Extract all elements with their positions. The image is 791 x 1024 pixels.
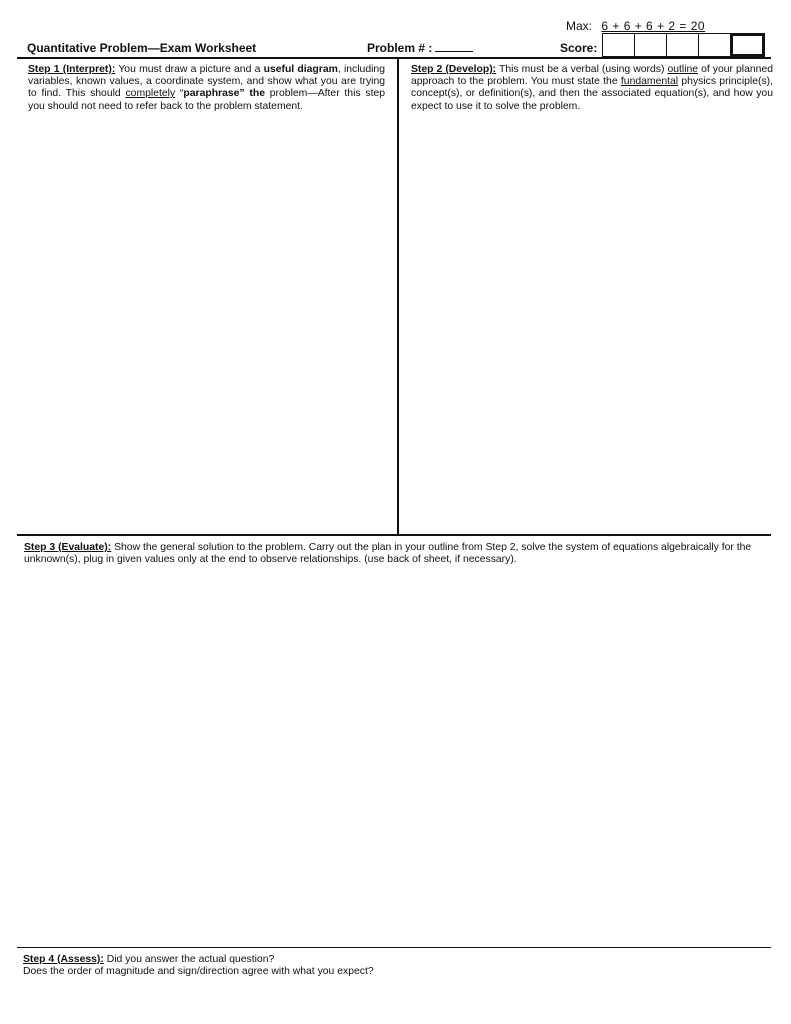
top-divider (17, 57, 771, 59)
step1-text: “ (175, 88, 184, 100)
score-box-step4[interactable] (699, 34, 731, 56)
step2-text: This must be a verbal (using words) (496, 64, 668, 75)
max-points-line (566, 19, 705, 33)
step2-underline-outline: outline (667, 64, 699, 75)
step3-evaluate-section (24, 542, 764, 566)
step1-bold-paraphrase: paraphrase” the (183, 88, 265, 100)
step2-text: of your planned approach to the problem. You must state the (411, 64, 773, 88)
score-label: Score: (560, 41, 598, 55)
step1-text: You must draw a picture and a (115, 64, 264, 75)
score-box-step3[interactable] (667, 34, 699, 56)
vertical-divider (397, 59, 399, 534)
step4-line1: Did you answer the actual question? (103, 954, 275, 965)
step2-underline-fundamental: fundamental (620, 76, 679, 88)
problem-number-blank[interactable] (435, 41, 473, 52)
step2-heading: Step 2 (Develop): (411, 64, 497, 75)
step2-develop-section (411, 64, 773, 113)
problem-number-field[interactable] (367, 41, 473, 55)
step1-bold-diagram: useful diagram (263, 64, 338, 75)
bottom-divider (17, 947, 771, 948)
step2-text: physics principle(s), concept(s), or definition(s), and then the associated equation(s), and how you expect to use it to solve the problem. (411, 76, 774, 112)
step1-text: , including variables, known values, a coordinate system, and show what you are trying to find. This should (28, 64, 385, 100)
middle-divider (17, 534, 771, 536)
score-boxes (602, 33, 765, 57)
score-box-total[interactable] (731, 34, 764, 56)
worksheet-title: Quantitative Problem—Exam Worksheet (27, 41, 257, 55)
step1-interpret-section (28, 64, 385, 113)
max-values: 6 + 6 + 6 + 2 = 20 (601, 19, 706, 33)
step4-heading: Step 4 (Assess): (23, 954, 104, 965)
score-box-step2[interactable] (635, 34, 667, 56)
step1-underline-completely: completely (125, 88, 176, 100)
step4-assess-section (23, 954, 763, 978)
step4-line2: Does the order of magnitude and sign/direction agree with what you expect? (23, 966, 374, 978)
step1-text: problem—After this step you should not need to refer back to the problem statement. (28, 88, 386, 112)
step1-heading: Step 1 (Interpret): (28, 64, 116, 75)
problem-number-label: Problem # : (367, 41, 433, 55)
step3-heading: Step 3 (Evaluate): (24, 542, 112, 553)
score-box-step1[interactable] (603, 34, 635, 56)
max-label: Max: (566, 19, 593, 33)
step3-text: Show the general solution to the problem. Carry out the plan in your outline from Step 2, solve the system of equations algebraically for the unknown(s), plug in given values only at the end to observe relationships. (use back of sheet, if necessary). (24, 542, 752, 566)
